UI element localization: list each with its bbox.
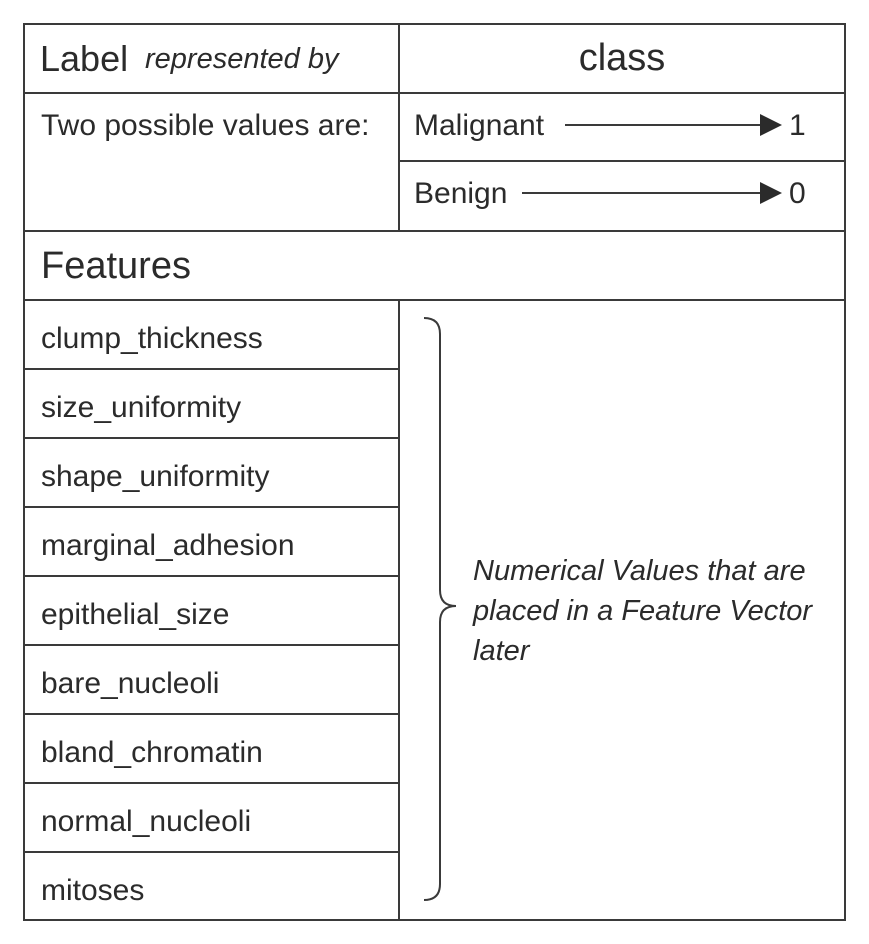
feature-name: epithelial_size (41, 598, 230, 631)
malignant-arrow-icon (565, 114, 782, 136)
features-title: Features (41, 245, 191, 287)
curly-brace-icon (424, 318, 456, 900)
label-word: Label (40, 38, 129, 79)
feature-name: normal_nucleoli (41, 805, 252, 838)
feature-name: mitoses (41, 874, 145, 907)
represented-by-text: represented by (145, 43, 339, 75)
two-values-text: Two possible values are: (41, 109, 370, 142)
benign-label: Benign (414, 177, 508, 210)
benign-code: 0 (789, 177, 806, 210)
benign-arrow-icon (522, 182, 782, 204)
feature-name: bland_chromatin (41, 736, 263, 769)
malignant-label: Malignant (414, 109, 545, 142)
feature-name: bare_nucleoli (41, 667, 220, 700)
malignant-code: 1 (789, 109, 806, 142)
feature-name: size_uniformity (41, 391, 242, 424)
feature-vector-note: Numerical Values that are placed in a Feature Vector later (473, 555, 813, 667)
feature-name: shape_uniformity (41, 460, 270, 493)
class-name: class (578, 37, 666, 79)
feature-name: clump_thickness (41, 322, 263, 355)
feature-name: marginal_adhesion (41, 529, 295, 562)
